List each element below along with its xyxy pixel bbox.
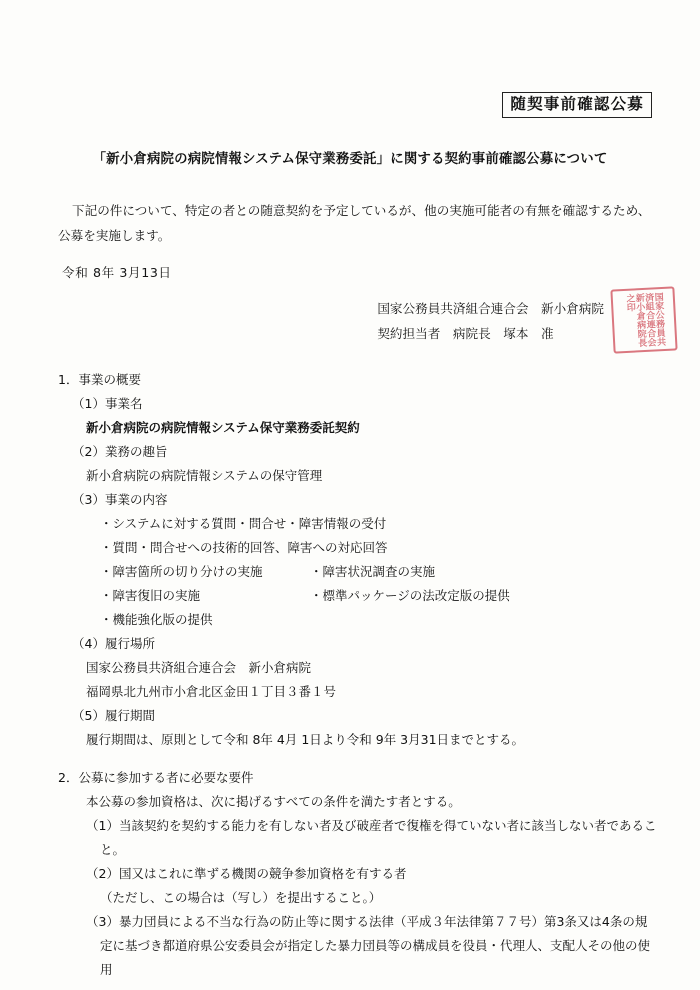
section-1-item-5-line-1: 履行期間は、原則として令和 8年 4月 1日より令和 9年 3月31日までとする。 [86, 732, 525, 747]
lead-line-1: 下記の件について、特定の者との随意契約を予定しているが、他の実施可能者の有無を確認するため、 [72, 203, 651, 218]
section-2-heading: 2．公募に参加する者に必要な要件 [58, 770, 254, 785]
section-2-intro: 本公募の参加資格は、次に掲げるすべての条件を満たす者とする。 [86, 794, 461, 809]
section-1-item-3-line-3-col-1: ・障害箇所の切り分けの実施 [100, 564, 263, 579]
section-1-item-3-line-4 [58, 584, 658, 608]
section-1-item-3-line-4-col-1: ・障害復旧の実施 [100, 588, 201, 603]
section-2-item-2-label: （2）国又はこれに準ずる機関の競争参加資格を有する者 [86, 866, 407, 881]
section-2-item-3 [58, 910, 658, 982]
section-1-item-2-label: （2）業務の趣旨 [72, 444, 168, 459]
section-2-item-1 [58, 814, 658, 862]
section-1-item-3-line-1: ・システムに対する質問・問合せ・障害情報の受付 [100, 516, 387, 531]
section-1-item-3-line-3 [58, 560, 658, 584]
section-1-item-1-label: （1）事業名 [72, 396, 143, 411]
section-1-item-1-line-1: 新小倉病院の病院情報システム保守業務委託契約 [86, 420, 360, 435]
section-1-item-3-line-5: ・機能強化版の提供 [100, 612, 213, 627]
issuer-organization: 国家公務員共済組合連合会 新小倉病院 [377, 301, 604, 316]
section-1-item-3-line-4-col-2: ・標準パッケージの法改定版の提供 [310, 588, 510, 603]
section-2-item-2 [58, 862, 658, 910]
document-body [58, 368, 658, 982]
section-spacer [58, 752, 658, 766]
section-1-item-3-line-3-col-2: ・障害状況調査の実施 [310, 564, 436, 579]
section-1-item-5-label: （5）履行期間 [72, 708, 155, 723]
lead-line-2: 公募を実施します。 [58, 228, 171, 244]
section-1-item-4-line-1: 国家公務員共済組合連合会 新小倉病院 [86, 660, 312, 675]
official-seal-stamp: 国家公務員共済組合連合会新小倉病院長之印 [610, 286, 677, 353]
document-title: 「新小倉病院の病院情報システム保守業務委託」に関する契約事前確認公募について [92, 152, 608, 167]
section-1-item-3-label: （3）事業の内容 [72, 492, 168, 507]
section-1-item-2-line-1: 新小倉病院の病院情報システムの保守管理 [86, 468, 323, 483]
document-date: 令和 8年 3月13日 [62, 265, 172, 280]
document-type-badge: 随契事前確認公募 [502, 92, 652, 118]
section-2-item-3-continuation: 定に基づき都道府県公安委員会が指定した暴力団員等の構成員を役員・代理人、支配人その他の使用 [100, 938, 651, 977]
section-2-item-1-continuation: と。 [100, 842, 126, 857]
issuer-person: 契約担当者 病院長 塚本 准 [377, 326, 554, 342]
section-1-item-4-label: （4）履行場所 [72, 636, 155, 651]
section-1-heading: 1．事業の概要 [58, 372, 141, 387]
section-1-item-3-line-2: ・質問・問合せへの技術的回答、障害への対応回答 [100, 540, 388, 555]
issuer-block [377, 296, 604, 346]
section-1-item-4-line-2: 福岡県北九州市小倉北区金田１丁目３番１号 [86, 684, 337, 699]
section-2-item-3-label: （3）暴力団員による不当な行為の防止等に関する法律（平成３年法律第７７号）第3条又は4条の規 [86, 914, 648, 929]
section-2-item-2-continuation: （ただし、この場合は（写し）を提出すること。） [100, 890, 382, 905]
lead-paragraph [58, 198, 654, 248]
section-2-item-1-label: （1）当該契約を契約する能力を有しない者及び破産者で復権を得ていない者に該当しない者であるこ [86, 818, 657, 833]
